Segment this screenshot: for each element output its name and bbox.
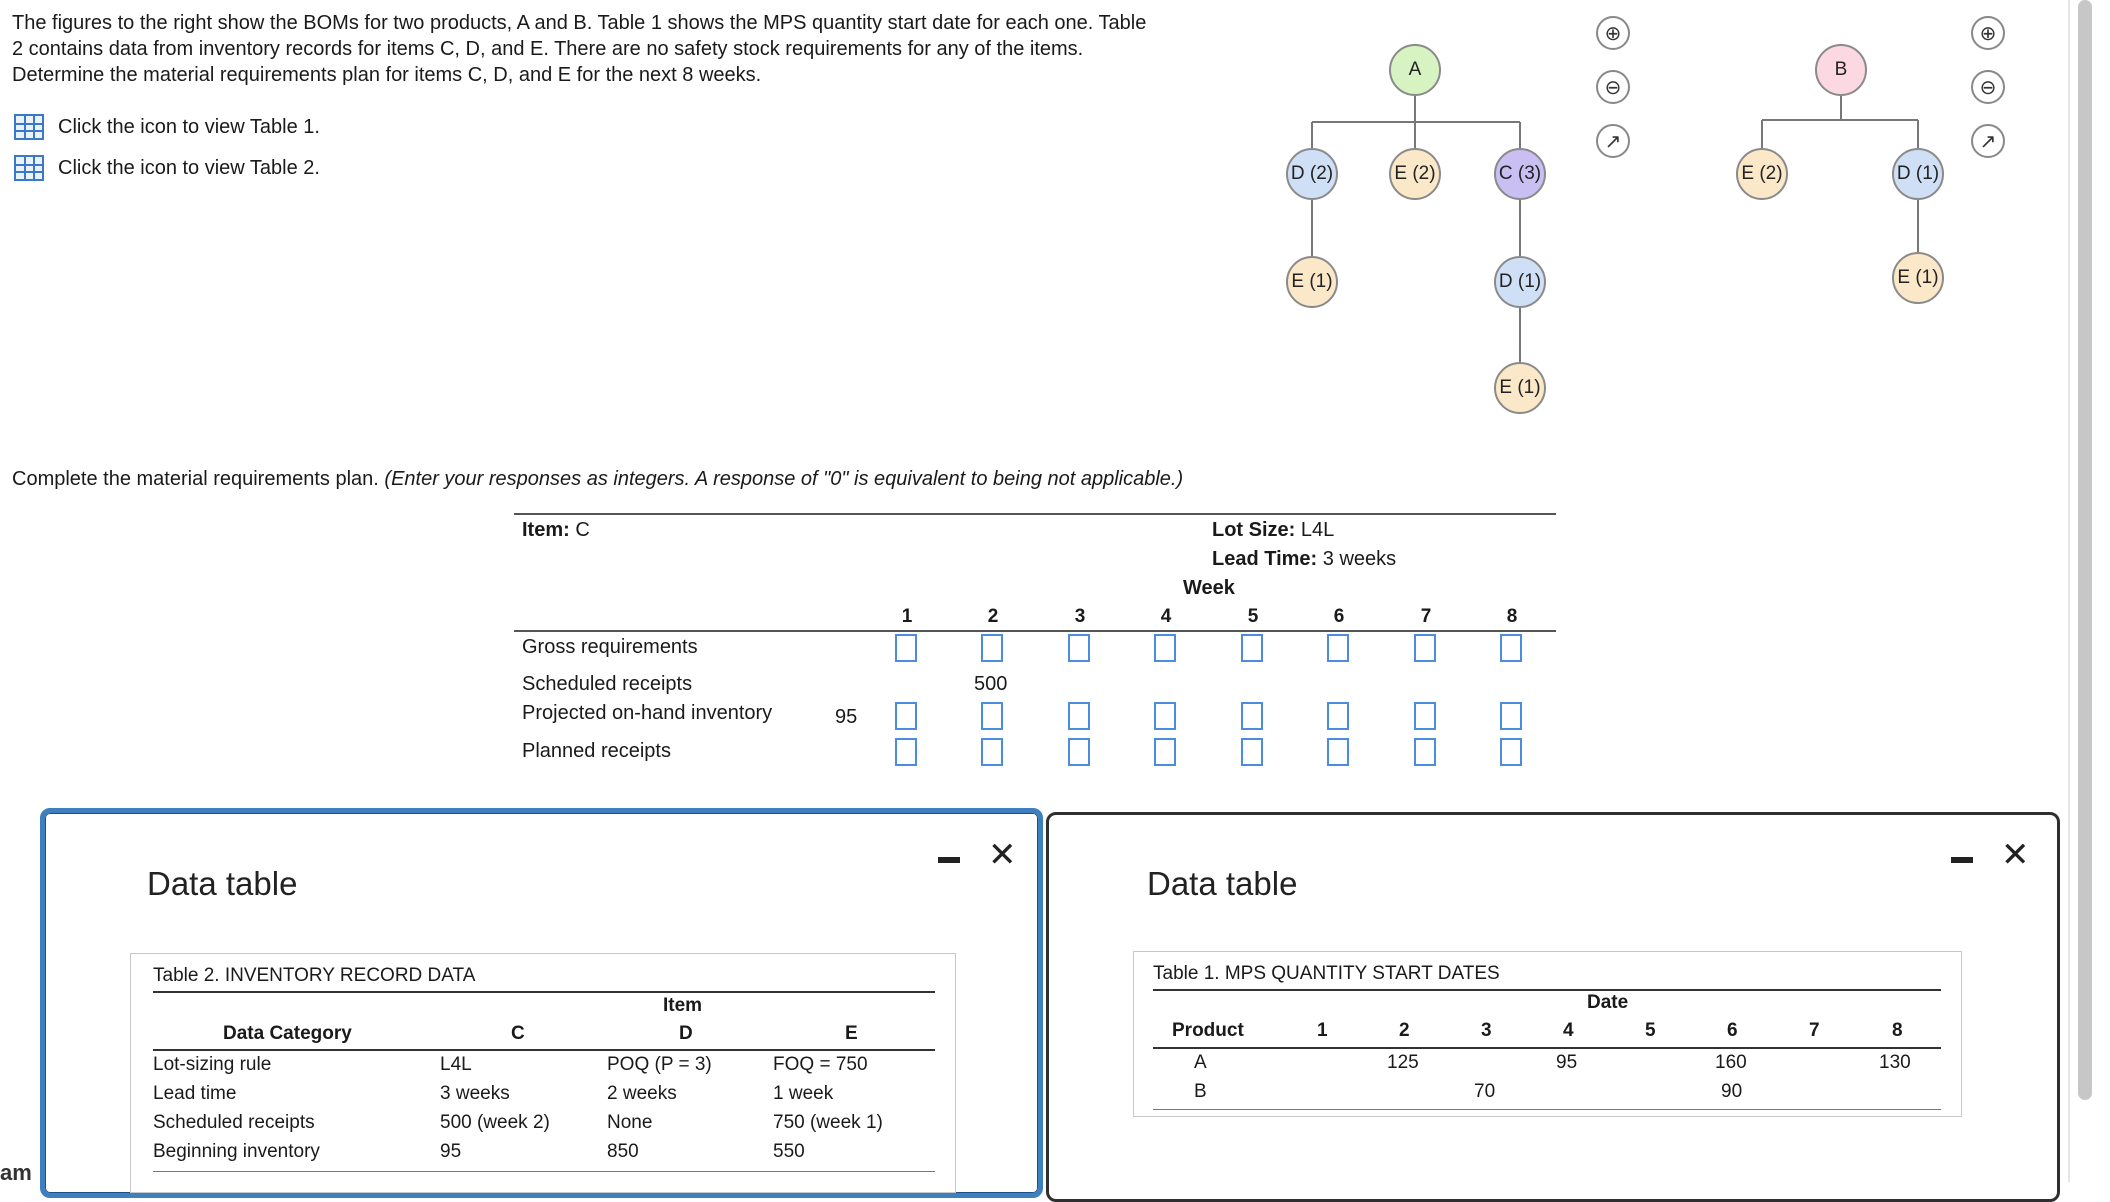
table-cell: L4L — [440, 1054, 472, 1075]
date-group-header: Date — [1587, 992, 1629, 1013]
minimize-button[interactable] — [1951, 857, 1973, 863]
planned-receipts-input-w8[interactable] — [1500, 738, 1522, 766]
table-1-title: Table 1. MPS QUANTITY START DATES — [1153, 963, 1500, 984]
scrollbar-thumb[interactable] — [2078, 0, 2092, 1100]
col-header-date-1: 1 — [1317, 1020, 1328, 1041]
row-projected-on-hand: Projected on-hand inventory — [522, 702, 773, 724]
item-value: C — [575, 519, 590, 541]
bom-node-e2: E (2) — [1389, 148, 1441, 200]
projected-on-hand-input-w4[interactable] — [1154, 702, 1176, 730]
week-col-5: 5 — [1247, 606, 1259, 627]
table-row-label: Scheduled receipts — [153, 1112, 315, 1133]
panel-title: Data table — [1147, 865, 1298, 902]
bom-node-d1: D (1) — [1892, 148, 1944, 200]
zoom-out-icon[interactable]: ⊖ — [1971, 70, 2005, 104]
col-header-date-3: 3 — [1481, 1020, 1492, 1041]
bom-node-e2: E (2) — [1736, 148, 1788, 200]
table-cell: FOQ = 750 — [773, 1054, 868, 1075]
zoom-in-icon[interactable]: ⊕ — [1971, 16, 2005, 50]
col-header-product: Product — [1172, 1020, 1244, 1041]
lot-size-value: L4L — [1300, 519, 1335, 541]
bom-node-d2: D (2) — [1286, 148, 1338, 200]
data-table-panel-2[interactable] — [40, 808, 1043, 1198]
table-cell: 95 — [440, 1141, 462, 1162]
table-cell: POQ (P = 3) — [607, 1054, 712, 1075]
table-2-title: Table 2. INVENTORY RECORD DATA — [153, 965, 476, 986]
problem-line-1: The figures to the right show the BOMs for two products, A and B. Table 1 shows the MPS quantity start date for each one. Table — [12, 12, 1147, 34]
row-gross-requirements: Gross requirements — [522, 636, 698, 658]
problem-line-2: 2 contains data from inventory records for items C, D, and E. There are no safety stock requirements for any of the items. — [12, 38, 1084, 60]
week-col-1: 1 — [901, 606, 913, 627]
planned-receipts-input-w6[interactable] — [1327, 738, 1349, 766]
row-scheduled-receipts: Scheduled receipts — [522, 673, 693, 695]
table-cell: 95 — [1556, 1052, 1578, 1073]
col-header-date-8: 8 — [1892, 1020, 1903, 1041]
zoom-out-icon[interactable]: ⊖ — [1596, 70, 1630, 104]
data-table-panel-1[interactable] — [1046, 812, 2060, 1202]
col-header-date-6: 6 — [1727, 1020, 1738, 1041]
gross-requirements-input-w4[interactable] — [1154, 634, 1176, 662]
zoom-in-icon[interactable]: ⊕ — [1596, 16, 1630, 50]
projected-on-hand-input-w3[interactable] — [1068, 702, 1090, 730]
projected-on-hand-input-w6[interactable] — [1327, 702, 1349, 730]
mrp-header-rule — [514, 630, 1556, 632]
close-button[interactable]: ✕ — [2001, 836, 2030, 874]
week-header: Week — [1183, 577, 1235, 599]
bom-node-e1: E (1) — [1286, 256, 1338, 308]
table-2-top-rule — [153, 991, 935, 993]
gross-requirements-input-w2[interactable] — [981, 634, 1003, 662]
projected-on-hand-input-w1[interactable] — [895, 702, 917, 730]
table-cell: 3 weeks — [440, 1083, 510, 1104]
bom-node-e1: E (1) — [1892, 252, 1944, 304]
table-cell: 160 — [1715, 1052, 1747, 1073]
table-cell: None — [607, 1112, 653, 1133]
table-row-label: Beginning inventory — [153, 1141, 320, 1162]
gross-requirements-input-w7[interactable] — [1414, 634, 1436, 662]
planned-receipts-input-w5[interactable] — [1241, 738, 1263, 766]
table-cell: 850 — [607, 1141, 639, 1162]
table-cell: 125 — [1387, 1052, 1419, 1073]
table-row-label: B — [1194, 1081, 1207, 1102]
bom-node-b: B — [1815, 44, 1867, 96]
table-cell: 750 (week 1) — [773, 1112, 883, 1133]
col-header-data-category: Data Category — [223, 1023, 352, 1044]
week-col-7: 7 — [1420, 606, 1432, 627]
bom-node-a: A — [1389, 44, 1441, 96]
problem-line-3: Determine the material requirements plan for items C, D, and E for the next 8 weeks. — [12, 64, 762, 86]
close-button[interactable]: ✕ — [988, 836, 1017, 874]
col-header-d: D — [679, 1023, 693, 1044]
cut-off-text: am — [0, 1160, 32, 1185]
week-col-4: 4 — [1160, 606, 1172, 627]
col-header-date-2: 2 — [1399, 1020, 1410, 1041]
external-link-icon[interactable]: ↗ — [1596, 124, 1630, 158]
gross-requirements-input-w5[interactable] — [1241, 634, 1263, 662]
row-planned-receipts: Planned receipts — [522, 740, 671, 762]
table-cell: 70 — [1474, 1081, 1496, 1102]
item-label-key: Item: — [522, 519, 570, 541]
table-1-top-rule — [1153, 989, 1941, 991]
table-1-header-rule — [1153, 1047, 1941, 1049]
table-cell: 90 — [1721, 1081, 1743, 1102]
scrollbar-track — [2068, 0, 2070, 1182]
lead-time-value: 3 weeks — [1322, 548, 1397, 570]
view-table-2-label: Click the icon to view Table 2. — [58, 156, 320, 179]
table-1-bottom-rule — [1153, 1109, 1941, 1110]
col-header-e: E — [845, 1023, 858, 1044]
table-2-header-rule — [153, 1049, 935, 1051]
planned-receipts-input-w4[interactable] — [1154, 738, 1176, 766]
table-row-label: Lot-sizing rule — [153, 1054, 272, 1075]
instruction-note: (Enter your responses as integers. A response of "0" is equivalent to being not applicable.) — [384, 468, 1184, 490]
bom-node-d1: D (1) — [1494, 256, 1546, 308]
external-link-icon[interactable]: ↗ — [1971, 124, 2005, 158]
planned-receipts-input-w3[interactable] — [1068, 738, 1090, 766]
week-col-6: 6 — [1333, 606, 1345, 627]
view-table-1-label: Click the icon to view Table 1. — [58, 115, 320, 138]
item-group-header: Item — [663, 995, 703, 1016]
instruction-text: Complete the material requirements plan. — [12, 468, 385, 490]
gross-requirements-input-w6[interactable] — [1327, 634, 1349, 662]
table-cell: 2 weeks — [607, 1083, 677, 1104]
gross-requirements-input-w3[interactable] — [1068, 634, 1090, 662]
item-label — [522, 519, 590, 542]
week-col-8: 8 — [1506, 606, 1518, 627]
lot-size — [1212, 519, 1334, 542]
projected-on-hand-input-w8[interactable] — [1500, 702, 1522, 730]
gross-requirements-input-w8[interactable] — [1500, 634, 1522, 662]
projected-on-hand-input-w5[interactable] — [1241, 702, 1263, 730]
page-scrollbar[interactable] — [2062, 0, 2110, 1182]
table-cell: 500 (week 2) — [440, 1112, 550, 1133]
panel-title: Data table — [147, 865, 298, 902]
table-cell: 550 — [773, 1141, 805, 1162]
gross-requirements-input-w1[interactable] — [895, 634, 917, 662]
planned-receipts-input-w1[interactable] — [895, 738, 917, 766]
col-header-date-4: 4 — [1563, 1020, 1574, 1041]
bom-node-e1: E (1) — [1494, 362, 1546, 414]
projected-on-hand-input-w2[interactable] — [981, 702, 1003, 730]
planned-receipts-input-w2[interactable] — [981, 738, 1003, 766]
initial-inventory-value: 95 — [835, 706, 858, 728]
table-cell: 1 week — [773, 1083, 834, 1104]
scheduled-receipt-week-2: 500 — [974, 673, 1008, 695]
mrp-top-rule — [514, 513, 1556, 515]
lead-time-key: Lead Time: — [1212, 548, 1318, 570]
table-cell: 130 — [1879, 1052, 1911, 1073]
bom-node-c3: C (3) — [1494, 148, 1546, 200]
table-2-bottom-rule — [153, 1171, 935, 1172]
col-header-c: C — [511, 1023, 525, 1044]
planned-receipts-input-w7[interactable] — [1414, 738, 1436, 766]
week-col-3: 3 — [1074, 606, 1086, 627]
col-header-date-5: 5 — [1645, 1020, 1656, 1041]
lot-size-key: Lot Size: — [1212, 519, 1296, 541]
minimize-button[interactable] — [938, 857, 960, 863]
table-row-label: A — [1194, 1052, 1207, 1073]
col-header-date-7: 7 — [1809, 1020, 1820, 1041]
projected-on-hand-input-w7[interactable] — [1414, 702, 1436, 730]
week-col-2: 2 — [987, 606, 999, 627]
lead-time — [1212, 548, 1396, 571]
table-row-label: Lead time — [153, 1083, 237, 1104]
